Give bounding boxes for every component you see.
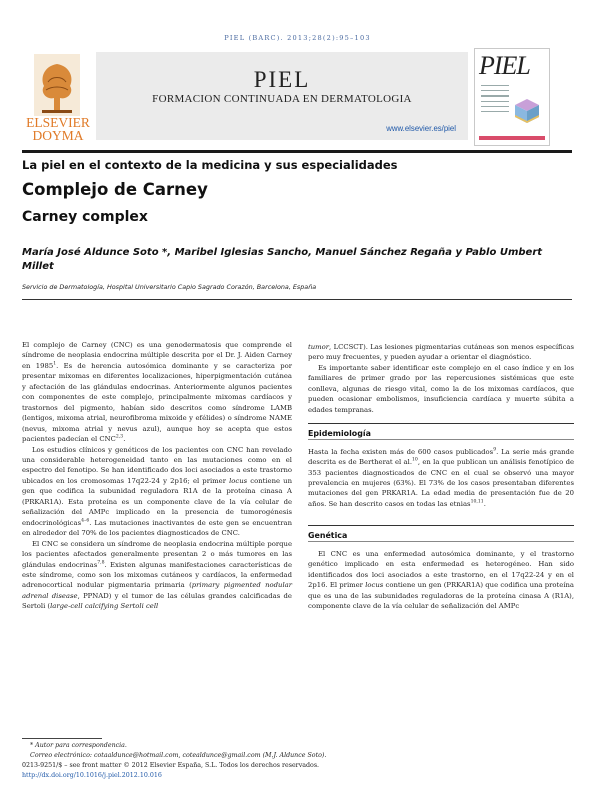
paragraph: Hasta la fecha existen más de 600 casos publicados$^9$. La serie más grande descrita es de Bertherat el al.$^{10}$, en la que publican un análisis fenotípico de 353 pacientes diagnosticados de CNC en el cual se observó una mayor prevalencia en mujeres (63%). El 73% de los casos presentaban diferentes mutaciones del gen PRKAR1A. La edad media de presentación fue de 20 años. Se han descrito casos en todas las etnias$^{10,11}$.: [308, 447, 574, 508]
correspondence-note: * Autor para correspondencia.: [30, 742, 127, 749]
article-title: Complejo de Carney: [22, 180, 208, 199]
paragraph: tumor, LCCSCT). Las lesiones pigmentarias cutáneas son menos específicas pero muy frecuentes, y pueden ayudar a orientar el diagnóstico.: [308, 343, 574, 362]
header-rule: [22, 150, 572, 153]
publisher-name: ELSEVIER: [26, 115, 90, 130]
journal-title: PIEL: [253, 67, 311, 92]
copyright-line: 0213-9251/$ – see front matter © 2012 Elsevier España, S.L. Todos los derechos reservados.: [22, 762, 320, 769]
article-section: La piel en el contexto de la medicina y sus especialidades: [22, 158, 398, 172]
elsevier-tree-icon: [34, 54, 80, 116]
journal-url-wrap: [96, 124, 468, 133]
journal-url[interactable]: www.elsevier.es/piel: [386, 124, 456, 133]
doi-link[interactable]: http://dx.doi.org/10.1016/j.piel.2012.10.016: [22, 772, 162, 779]
correspondence-email: Correo electrónico: cotaaldunce@hotmail.com, cotealdunce@gmail.com (M.J. Aldunce Soto).: [30, 752, 327, 759]
affiliation-rule: [22, 299, 572, 300]
footnote-rule: [22, 738, 102, 739]
paragraph: El complejo de Carney (CNC) es una genodermatosis que comprende el síndrome de neoplasia endocrina múltiple descrita por el Dr. J. Aiden Carney en 1985$^1$. Es de herencia autosómica dominante y se caracteriza por presentar mixomas en diferentes localizaciones, hiperpigmentación cutánea y afectación de las glándulas endocrinas. Anteriormente algunos pacientes con componentes de este complejo, principalmente mixomas cardíacos y trastornos del pigmento, habían sido descritos como síndrome LAMB (lentigos, mixoma atrial, neurofibroma mixoide y efélides) o síndrome NAME (nevus, mixoma atrial y nevus azul), aunque hoy se acepta que estos pacientes padecían el CNC$^{2,3}$.: [22, 341, 292, 444]
cover-text-lines: [481, 85, 509, 116]
article-title-english: Carney complex: [22, 209, 148, 225]
section-heading-genetica: Genética: [308, 527, 574, 541]
cover-logo: PIEL: [479, 51, 530, 80]
body-column-right: [308, 342, 574, 612]
publisher-name-2: DOYMA: [32, 128, 84, 143]
running-head: PIEL (BARC). 2013;28(2):95–103: [224, 34, 371, 42]
paragraph: El CNC es una enfermedad autosómica dominante, y el trastorno genético implicado en esta enfermedad es heterogéneo. Han sido identificados dos loci asociados a este trastorno, en el 17q22-24 y en el 2p16. El primer locus contiene un gen (PRKAR1A) que codifica una proteína que es una de las subunidades reguladoras de la proteína cinasa A (R1A), componente clave de la vía celular de señalización del AMPc: [308, 549, 574, 611]
paragraph: Es importante saber identificar este complejo en el caso índice y en los familiares de primer grado por las repercusiones sistémicas que este conlleva, algunas de riesgo vital, como la de los mixomas cardíacos, que pueden ocasionar embolismos, insuficiencia cardíaca y muerte súbita a edades tempranas.: [308, 363, 574, 414]
paragraph: El CNC se considera un síndrome de neoplasia endocrina múltiple porque los pacientes afectados generalmente presentan 2 o más tumores en las glándulas endocrinas$^{7,8}$. Existen algunas manifestaciones características de este síndrome, como son los mixomas cutáneos y cardíacos, la enfermedad adrenocortical nodular pigmentaria primaria (primary pigmented nodular adrenal disease, PPNAD) y el tumor de las células grandes calcificadas de Sertoli (large-cell calcifying Sertoli cell: [22, 539, 292, 611]
journal-cover: [474, 48, 550, 146]
body-column-left: [22, 340, 292, 612]
cover-footer-bar: [479, 136, 545, 140]
article-affiliation: Servicio de Dermatología, Hospital Universitario Capio Sagrado Corazón, Barcelona, España: [22, 283, 317, 291]
journal-subtitle: FORMACION CONTINUADA EN DERMATOLOGIA: [152, 93, 412, 105]
paragraph: Los estudios clínicos y genéticos de los pacientes con CNC han revelado una considerable heterogeneidad tanto en las mutaciones como en el espectro del fenotipo. Se han identificado dos loci asociados a este trastorno ubicados en los cromosomas 17q22-24 y 2p16; el primer locus contiene un gen que codifica la subunidad reguladora R1A de la proteína cinasa A (PRKAR1A). Esta proteína es un componente clave de la vía celular de señalización del AMPc implicado en la presencia de tumorogénesis endocrinológicas$^{4-6}$. Las mutaciones inactivantes de este gen se encuentran en alrededor del 70% de los pacientes diagnosticados de CNC.: [22, 445, 292, 538]
elsevier-logo: [22, 52, 94, 148]
article-authors: María José Aldunce Soto *, Maribel Iglesias Sancho, Manuel Sánchez Regaña y Pablo Umbert Millet: [22, 247, 543, 272]
cover-cube-icon: [513, 97, 541, 125]
section-heading-epidemiologia: Epidemiología: [308, 425, 574, 439]
